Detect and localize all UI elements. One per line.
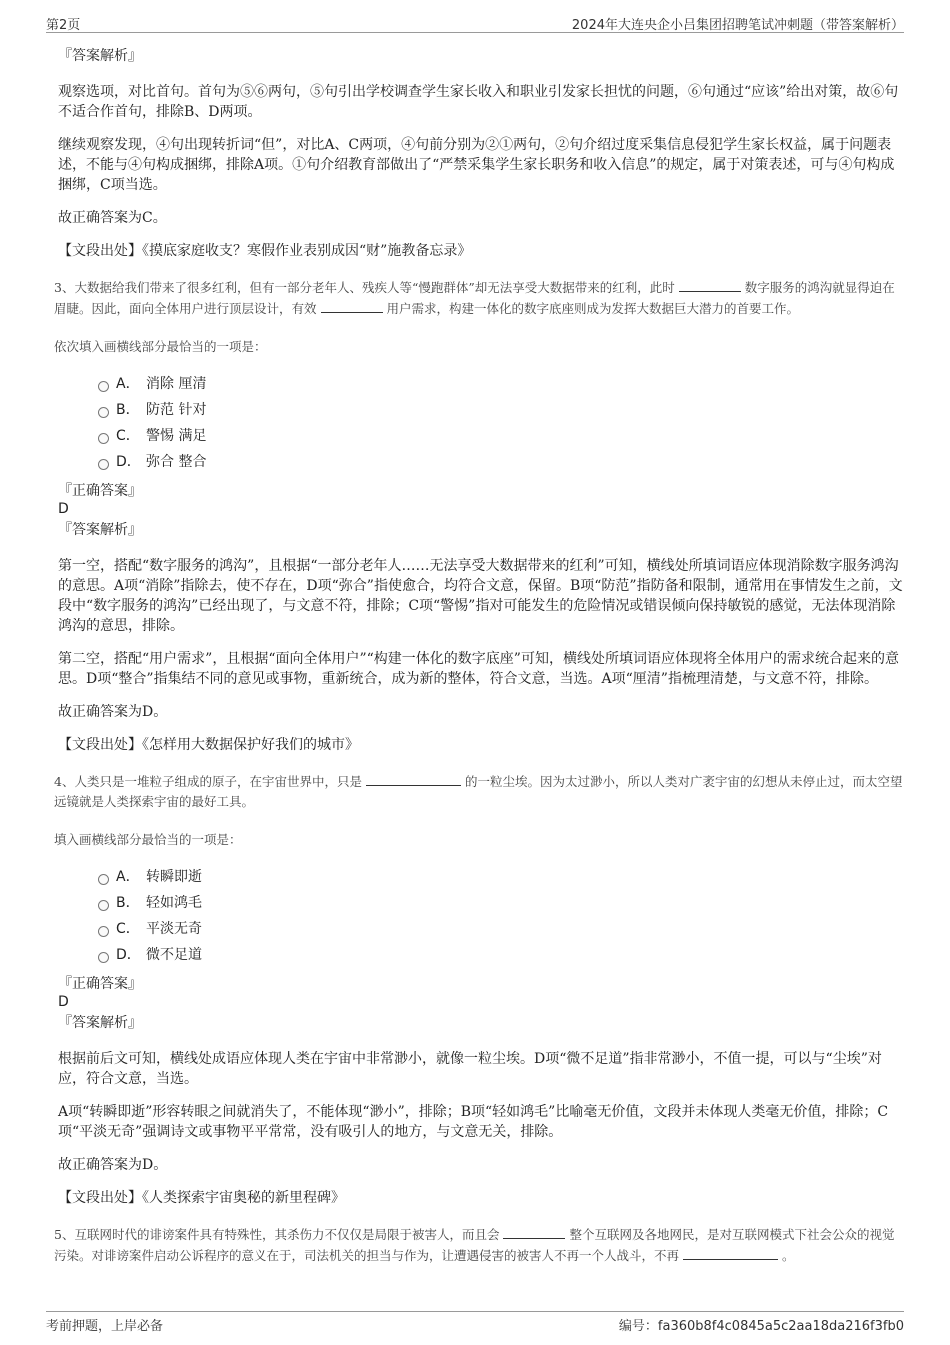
q2-source: 【文段出处】《摸底家庭收支？寒假作业表别成因“财”施教备忘录》	[58, 243, 472, 259]
q4-option-a[interactable]: A． 转瞬即逝	[46, 864, 904, 890]
q5-blank-1	[503, 1224, 565, 1239]
q3-analysis-p1: 第一空，搭配“数字服务的鸿沟”，且根据“一部分老年人……无法享受大数据带来的红利”可知，横线处所填词语应体现消除数字服务鸿沟的意思。A项“消除”指除去，使不存在，D项“弥合”指使愈合，均符合文意，保留。B项“防范”指防备和限制，通常用在事情发生之前，文段中“数字服务的鸿沟”已经出现了，与文意不符，排除；C项“警惕”指对可能发生的危险情况或错误倾向保持敏锐的感觉，无法体现消除鸿沟的意思，排除。	[58, 558, 903, 634]
q4-answer-tag: 『正确答案』	[58, 976, 142, 992]
radio-icon[interactable]	[98, 900, 109, 911]
q4-text-a: 4、人类只是一堆粒子组成的原子，在宇宙世界中，只是	[54, 774, 362, 789]
q4-conclusion: 故正确答案为D。	[58, 1157, 168, 1173]
q2-analysis-p1: 观察选项，对比首句。首句为⑤⑥两句，⑤句引出学校调查学生家长收入和职业引发家长担忧的问题，⑥句通过“应该”给出对策，故⑥句不适合作首句，排除B、D两项。	[58, 84, 899, 120]
q3-text-c: 用户需求，构建一体化的数字底座则成为发挥大数据巨大潜力的首要工作。	[386, 301, 799, 316]
q5-text-c: 。	[781, 1248, 795, 1263]
q3-option-b[interactable]: B． 防范 针对	[46, 397, 904, 423]
q2-conclusion: 故正确答案为C。	[58, 210, 167, 226]
q4-question	[46, 771, 904, 812]
q3-option-d[interactable]: D． 弥合 整合	[46, 449, 904, 475]
q3-conclusion: 故正确答案为D。	[58, 704, 168, 720]
page-header	[46, 12, 904, 33]
q2-analysis-p2: 继续观察发现，④句出现转折词“但”，对比A、C两项，④句前分别为②①两句，②句介绍过度采集信息侵犯学生家长权益，属于问题表述，不能与④句构成捆绑，排除A项。①句介绍教育部做出了“严禁采集学生家长职务和收入信息”的规定，属于对策表述，可与④句构成捆绑，C项当选。	[58, 137, 895, 193]
q3-blank-2	[321, 298, 383, 313]
footer-slogan: 考前押题，上岸必备	[46, 1319, 164, 1334]
q4-analysis-p2: A项“转瞬即逝”形容转眼之间就消失了，不能体现“渺小”，排除；B项“轻如鸿毛”比喻毫无价值，文段并未体现人类毫无价值，排除；C项“平淡无奇”强调诗文或事物平平常常，没有吸引人的地方，与文意无关，排除。	[58, 1104, 889, 1140]
page-number: 第2页	[46, 18, 81, 33]
page-footer	[46, 1311, 904, 1334]
q5-text-a: 5、互联网时代的诽谤案件具有特殊性，其杀伤力不仅仅是局限于被害人，而且会	[54, 1227, 500, 1242]
q4-blank	[366, 771, 461, 786]
q3-source: 【文段出处】《怎样用大数据保护好我们的城市》	[58, 737, 359, 753]
q4-analysis-p1: 根据前后文可知，横线处成语应体现人类在宇宙中非常渺小，就像一粒尘埃。D项“微不足道”指非常渺小，不值一提，可以与“尘埃”对应，符合文意，当选。	[58, 1051, 882, 1087]
radio-icon[interactable]	[98, 926, 109, 937]
q3-option-a[interactable]: A． 消除 厘清	[46, 371, 904, 397]
radio-icon[interactable]	[98, 952, 109, 963]
q5-text-b: 整个互联网及各地网民，是对互联网模式下社会公众的视觉污染。对诽谤案件启动公诉程序的意义在于，司法机关的担当与作为，让遭遇侵害的被害人不再一个人战斗，不再	[54, 1227, 895, 1263]
q3-answer: D	[58, 501, 69, 517]
q3-analysis-tag: 『答案解析』	[58, 522, 142, 538]
code-value: fa360b8f4c0845a5c2aa18da216f3fb0	[657, 1319, 904, 1334]
radio-icon[interactable]	[98, 433, 109, 444]
radio-icon[interactable]	[98, 874, 109, 885]
q3-analysis-p2: 第二空，搭配“用户需求”，且根据“面向全体用户”“构建一体化的数字底座”可知，横线处所填词语应体现将全体用户的需求统合起来的意思。D项“整合”指集结不同的意见或事物，重新统合，成为新的整体，符合文意，当选。A项“厘清”指梳理清楚，与文意不符，排除。	[58, 651, 899, 687]
code-label: 编号：	[618, 1319, 658, 1334]
page-content	[46, 44, 904, 1266]
document-code	[619, 1315, 904, 1334]
q4-source: 【文段出处】《人类探索宇宙奥秘的新里程碑》	[58, 1190, 345, 1206]
q4-analysis-tag: 『答案解析』	[58, 1015, 142, 1031]
q4-option-b[interactable]: B． 轻如鸿毛	[46, 890, 904, 916]
q3-question	[46, 277, 904, 319]
q5-blank-2	[683, 1245, 778, 1260]
q4-text-b: 的一粒尘埃。因为太过渺小，所以人类对广袤宇宙的幻想从未停止过，而太空望远镜就是人类探索宇宙的最好工具。	[54, 774, 903, 809]
q3-prompt: 依次填入画横线部分最恰当的一项是：	[54, 339, 267, 354]
q3-text-b: 数字服务的鸿沟就显得迫在眉睫。因此，面向全体用户进行顶层设计，有效	[54, 280, 895, 316]
q3-option-c[interactable]: C． 警惕 满足	[46, 423, 904, 449]
radio-icon[interactable]	[98, 407, 109, 418]
q3-blank-1	[679, 277, 741, 292]
q4-answer: D	[58, 994, 69, 1010]
q4-options	[46, 864, 904, 968]
q4-prompt: 填入画横线部分最恰当的一项是：	[54, 832, 242, 847]
q3-options	[46, 371, 904, 475]
q3-answer-tag: 『正确答案』	[58, 483, 142, 499]
document-title: 2024年大连央企小吕集团招聘笔试冲刺题（带答案解析）	[571, 18, 904, 33]
q2-analysis-tag: 『答案解析』	[58, 48, 142, 64]
q5-question	[46, 1224, 904, 1266]
q4-option-c[interactable]: C． 平淡无奇	[46, 916, 904, 942]
radio-icon[interactable]	[98, 381, 109, 392]
radio-icon[interactable]	[98, 459, 109, 470]
q3-text-a: 3、大数据给我们带来了很多红利，但有一部分老年人、残疾人等“慢跑群体”却无法享受大数据带来的红利，此时	[54, 280, 675, 295]
q4-option-d[interactable]: D． 微不足道	[46, 942, 904, 968]
